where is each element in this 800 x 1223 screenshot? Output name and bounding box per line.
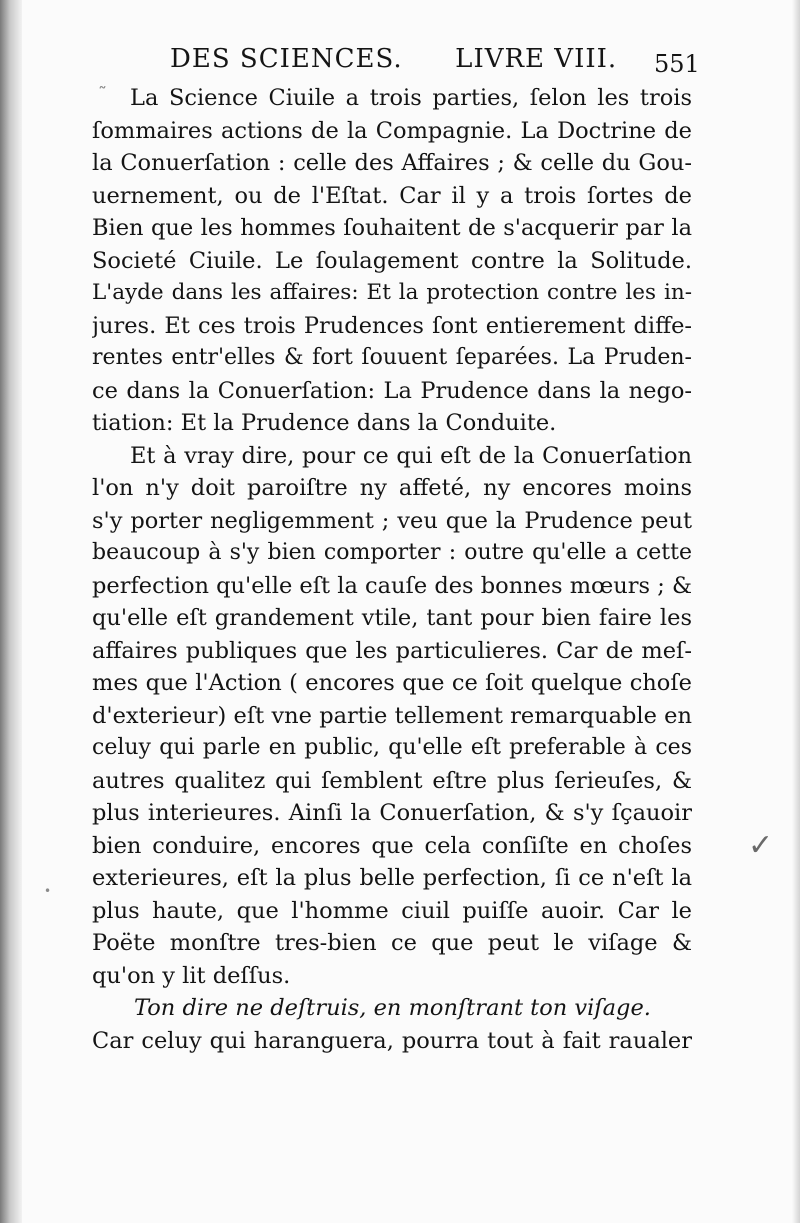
- text-line: qu'elle eſt grandement vtile, tant pour bien faire les: [92, 605, 692, 631]
- text-line: Poëte monſtre tres-bien ce que peut le viſage &: [92, 930, 692, 956]
- edge-shadow: [792, 0, 800, 1223]
- text-line: tiation: Et la Prudence dans la Conduite.: [92, 410, 557, 436]
- text-line: Bien que les hommes ſouhaitent de s'acquerir par la: [92, 215, 692, 241]
- text-line: Societé Ciuile. Le ſoulagement contre la Solitude.: [92, 247, 692, 274]
- text-line: ſommaires actions de la Compagnie. La Doctrine de: [92, 117, 692, 144]
- text-line: L'ayde dans les affaires: Et la protection contre les in-: [92, 280, 692, 305]
- running-head: [170, 44, 690, 74]
- text-line: bien conduire, encores que cela conſiſte en choſes: [92, 832, 692, 859]
- text-line: uernement, ou de l'Eſtat. Car il y a trois ſortes de: [92, 182, 692, 209]
- text-line: plus interieures. Ainſi la Conuerſation, & s'y ſçauoir: [92, 800, 692, 826]
- text-line: plus haute, que l'homme ciuil puiſſe auoir. Car le: [92, 897, 692, 924]
- text-line: d'exterieur) eſt vne partie tellement remarquable en: [92, 702, 692, 729]
- text-line: la Conuerſation : celle des Affaires ; & celle du Gou-: [92, 150, 692, 176]
- margin-mark: ✓: [748, 828, 774, 863]
- running-head-left: DES SCIENCES.: [170, 44, 403, 74]
- verse-quote: Ton dire ne deſtruis, en monſtrant ton viſage.: [134, 995, 651, 1021]
- text-line: rentes entr'elles & fort ſouuent ſeparées. La Pruden-: [92, 345, 692, 370]
- page-number: 551: [654, 50, 700, 78]
- text-line: celuy qui parle en public, qu'elle eſt preferable à ces: [92, 735, 692, 760]
- text-line: qu'on y lit deſſus.: [92, 962, 291, 989]
- text-line: Et à vray dire, pour ce qui eſt de la Conuerſation: [130, 442, 692, 469]
- text-line: beaucoup à s'y bien comporter : outre qu'elle a cette: [92, 540, 692, 565]
- text-line: exterieures, eſt la plus belle perfection, ſi ce n'eſt la: [92, 865, 692, 891]
- text-line: affaires publiques que les particulieres. Car de meſ-: [92, 637, 692, 664]
- text-line: perfection qu'elle eſt la cauſe des bonnes mœurs ; &: [92, 572, 692, 599]
- text-line: La Science Ciuile a trois parties, ſelon les trois: [130, 85, 692, 111]
- gutter-shadow: [0, 0, 22, 1223]
- text-line: jures. Et ces trois Prudences ſont entierement diffe-: [92, 312, 692, 339]
- text-line: l'on n'y doit paroiſtre ny affeté, ny encores moins: [92, 475, 692, 501]
- running-head-right: LIVRE VIII.: [455, 44, 618, 74]
- text-line: s'y porter negligemment ; veu que la Prudence peut: [92, 507, 692, 534]
- margin-mark: ˜: [98, 84, 107, 105]
- text-line: autres qualitez qui ſemblent eſtre plus ſerieuſes, &: [92, 767, 692, 794]
- text-line: Car celuy qui haranguera, pourra tout à fait raualer: [92, 1027, 692, 1054]
- text-line: mes que l'Action ( encores que ce ſoit quelque choſe: [92, 670, 692, 696]
- margin-mark: •: [44, 884, 52, 898]
- body-text: [92, 82, 692, 1057]
- text-line: ce dans la Conuerſation: La Prudence dans la nego-: [92, 377, 692, 404]
